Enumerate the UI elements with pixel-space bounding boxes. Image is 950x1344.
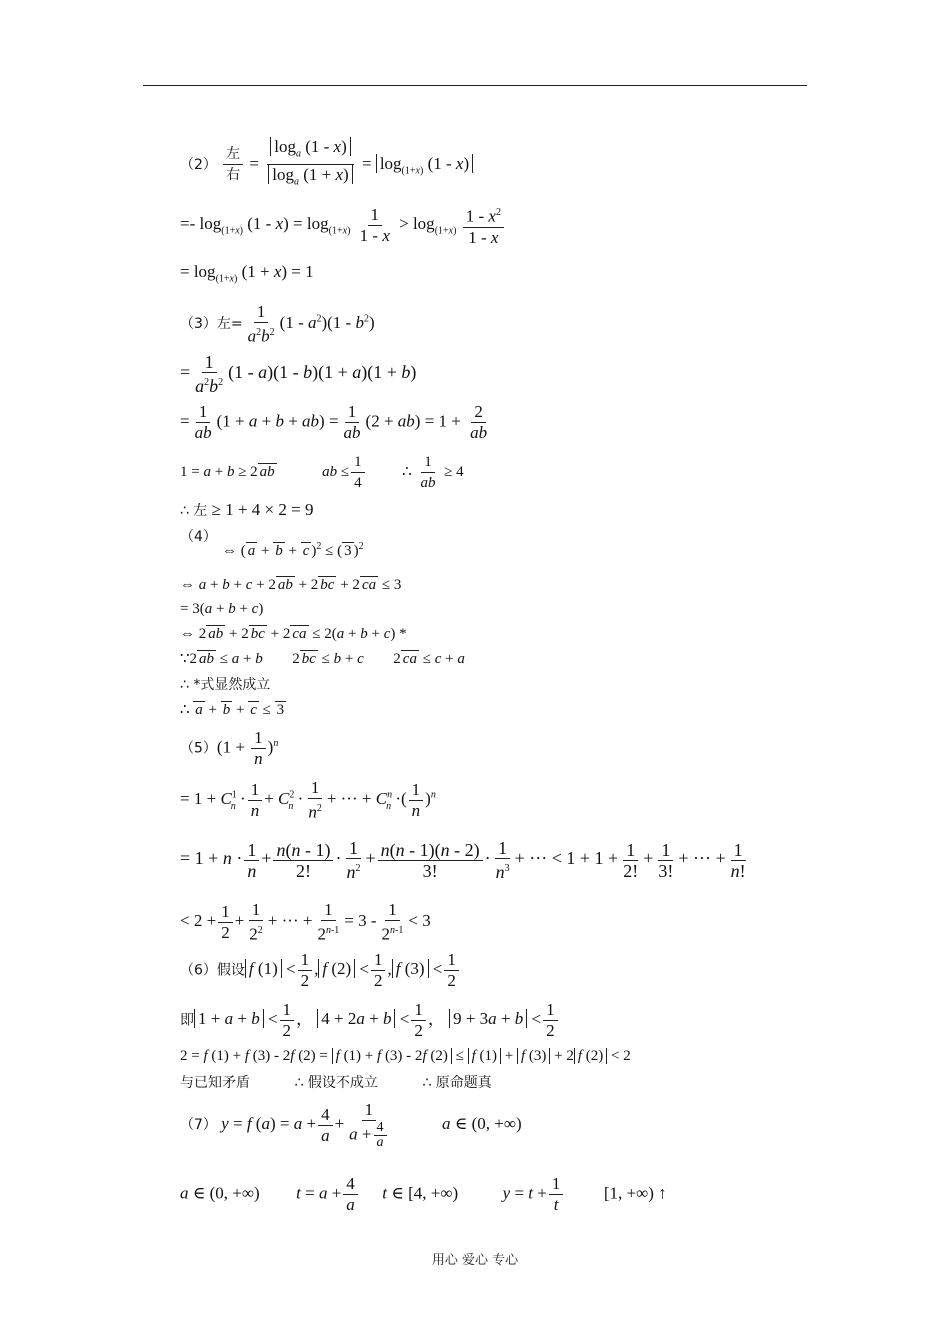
eq-4-line6: ∴ *式显然成立	[180, 677, 271, 693]
eq-4-line5: ∵2 ab ≤ a + b 2 bc ≤ b + c 2 ca ≤ c + a	[180, 651, 465, 667]
label-4: （4）	[180, 529, 217, 545]
eq-4-line1: ⇔ ( a + b + c )$^2$ ≤ ( 3 )$^2$	[222, 541, 364, 559]
eq-6-line2: 即 1 + a + b < $\frac{1}{2}$ ， 4 + 2a + b < $\frac{1}{2}$ ， 9 + 3a + b < $\frac{1}{2}$	[180, 1000, 560, 1041]
eq-3-line5: ∴ 左 ≥ 1 + 4 × 2 = 9	[180, 500, 314, 519]
eq-4-label	[180, 526, 217, 547]
eq-4-line3: = 3(a + b + c)	[180, 601, 264, 617]
eq-6-line4: 与已知矛盾 ∴ 假设不成立 ∴ 原命题真	[180, 1075, 492, 1091]
eq-4-line7: ∴ a + b + c ≤ 3	[180, 702, 285, 718]
eq-5-line2: = $1 + C^1_n$ · $\frac{1}{n}$ + $C^2_n$ · $\frac{1}{n^2}$ + ··· + $C^n_n$ ·( $\frac{1}{n}$ )$^n$	[180, 778, 436, 822]
eq-7-line1: （7） y = f (a) = a + $\frac{4}{a}$ + 1 a + $\frac{4}{a}$ a ∈ (0, +∞)	[180, 1100, 522, 1150]
eq-2-line3: = $\log_{(1+x)} (1 + x) = 1$	[180, 262, 314, 285]
frac-zuo-you: $\frac{\text{左}}{\text{右}}$	[223, 144, 243, 185]
label-2: （2）	[180, 156, 217, 173]
label-6: （6）	[180, 962, 217, 979]
eq-6-line1: （6）假设 f (1) < $\frac{1}{2}$ , f (2) < $\frac{1}{2}$ , f (3) < $\frac{1}{2}$	[180, 950, 461, 991]
eq-5-line4: < 2 + $\frac{1}{2}$ + $\frac{1}{2^2}$ + ··· + $\frac{1}{2^{n-1}}$ = 3 - $\frac{1}{2^{n-1}}$ < 3	[180, 900, 431, 944]
label-3: （3）	[180, 316, 217, 333]
eq-5-line1: （5）(1 + $\frac{1}{n}$ )$^n$	[180, 728, 279, 768]
label-7: （7）	[180, 1116, 217, 1133]
eq-2-line1: （2） $\frac{\text{左}}{\text{右}}$ = $\frac{\log_a (1 - x)}{\log_a (1 + x)}$ = $\log_{(1+x)} (1 - x)$	[180, 137, 473, 193]
header-rule	[143, 85, 807, 86]
eq-5-line3: = 1 + n · $\frac{1}{n}$ + $\frac{n(n - 1)}{2!}$ · $\frac{1}{n^2}$ + $\frac{n(n - 1)(n - 2)}{3!}$ · $\frac{1}{n^3}$ + ··· < 1 + 1 + $\frac{1}{2!}$ + $\frac{1}{3!}$ + ··· + $\frac{1}{n!}$	[180, 838, 746, 882]
eq-3-line1: （3）左= $\frac{1}{a^2b^2}$ $(1 - a^2)(1 - b^2)$	[180, 302, 375, 346]
eq-6-line3: 2 = f (1) + f (3) - 2f (2) = f (1) + f (3) - 2f (2) ≤ f (1) + f (3) + 2 f (2) < 2	[180, 1048, 631, 1064]
label-5: （5）	[180, 740, 217, 757]
eq-4-line4: ⇔ 2 ab + 2 bc + 2 ca ≤ 2(a + b + c) *	[180, 626, 407, 642]
footer-text: 用心 爱心 专心	[431, 1253, 519, 1268]
eq-4-line2: ⇔ a + b + c + 2 ab + 2 bc + 2 ca ≤ 3	[180, 577, 402, 593]
eq-2-line2: =- $\log_{(1+x)} (1 - x) = \log_{(1+x)}$ $\frac{1}{1 - x}$ > $\log_{(1+x)}$ $\frac{1 - x^2}{1 - x}$	[180, 203, 506, 248]
eq-3-line4: 1 = a + b ≥ 2 ab ab ≤ $\frac{1}{4}$ ∴ $\frac{1}{ab}$ ≥ 4	[180, 454, 464, 491]
eq-3-line3: = $\frac{1}{ab}$ (1 + a + b + ab) = $\frac{1}{ab}$ (2 + ab) = 1 + $\frac{2}{ab}$	[180, 402, 488, 442]
eq-7-line2: a ∈ (0, +∞) t = a + $\frac{4}{a}$ t ∈ [4, +∞) y = t + $\frac{1}{t}$ [1, +∞) ↑	[180, 1174, 667, 1214]
frac-log-ratio: $\frac{\log_a (1 - x)}{\log_a (1 + x)}$	[265, 137, 355, 193]
eq-3-line2: = $\frac{1}{a^2b^2}$ (1 - a)(1 - b)(1 + a)(1 + b)	[180, 352, 417, 396]
